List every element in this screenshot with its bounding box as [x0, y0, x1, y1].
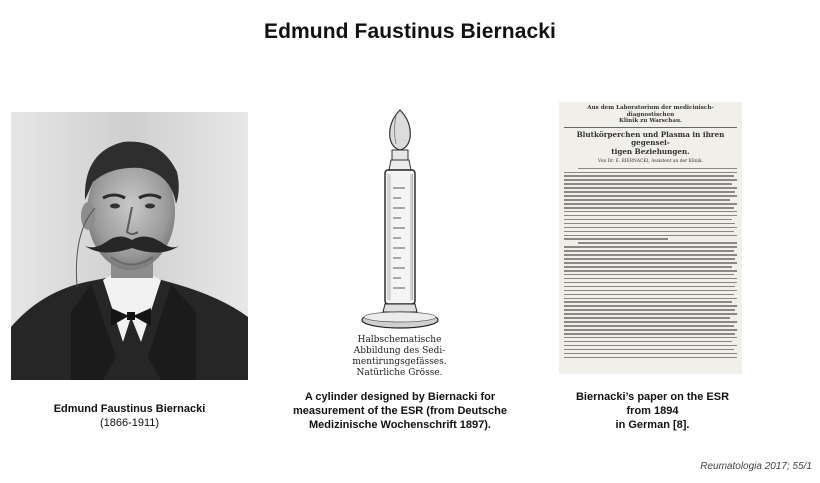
paper-title-line: tigen Beziehungen. [611, 146, 690, 156]
paper-text-line [564, 258, 735, 260]
paper-title [564, 131, 737, 157]
paper-text-line [564, 254, 737, 256]
paper-text-line [564, 309, 735, 311]
source-citation: Reumatologia 2017; 55/1 [700, 461, 812, 472]
paper-text-line [564, 231, 734, 233]
paper-text-line [564, 313, 737, 315]
portrait-caption [11, 402, 248, 430]
cylinder-image-caption-line: Abbildung des Sedi- [353, 346, 446, 356]
paper-text-line [564, 246, 737, 248]
page-title: Edmund Faustinus Biernacki [264, 20, 556, 43]
paper-text-line [564, 266, 732, 268]
paper-text-line [564, 329, 737, 331]
paper-text-line [564, 262, 737, 264]
paper-text-line [564, 203, 737, 205]
paper-title-line: Blutkörperchen und Plasma in ihren gegensei- [576, 129, 725, 148]
cylinder-illustration [355, 108, 445, 334]
paper-text-line [564, 353, 737, 355]
portrait-name: Edmund Faustinus Biernacki [53, 403, 206, 415]
paper-text-line [564, 179, 737, 181]
cylinder-image-caption-line: Natürliche Grösse. [356, 368, 443, 378]
paper-text-line [564, 235, 737, 237]
paper-text-line [564, 270, 737, 272]
paper-text-line [564, 286, 735, 288]
paper-text-line [564, 223, 735, 225]
paper-text-line [564, 305, 737, 307]
paper-text-line [564, 349, 734, 351]
paper-text-line [564, 274, 734, 276]
paper-header [564, 105, 737, 125]
paper-scan [559, 102, 742, 374]
paper-caption-line: in German [8]. [615, 419, 690, 431]
paper-text-line [564, 357, 737, 359]
paper-author: Von Dr. E. BIERNACKI, Assistent an der Klinik. [597, 158, 703, 164]
paper-caption-line: Biernacki’s paper on the ESR [575, 391, 730, 403]
paper-text-line [564, 325, 734, 327]
paper-text-line [564, 282, 737, 284]
paper-text-line [564, 294, 734, 296]
paper-text-line [564, 341, 732, 343]
cylinder-caption-line: measurement of the ESR (from Deutsche [293, 405, 507, 417]
paper-text-line [564, 250, 734, 252]
paper-text-line [564, 175, 734, 177]
cylinder-image-caption-line: mentirungsgefässes. [352, 357, 447, 367]
paper-text-line [564, 172, 737, 174]
paper-text-line [564, 183, 732, 185]
paper-body-text [564, 168, 737, 359]
cylinder-image-caption [327, 335, 472, 379]
paper-text-line [564, 219, 732, 221]
paper-caption [560, 390, 745, 432]
paper-text-line [564, 211, 737, 213]
paper-text-line [564, 301, 732, 303]
paper-text-line [564, 195, 737, 197]
paper-divider [564, 127, 737, 128]
paper-text-line [564, 337, 737, 339]
paper-text-line [578, 168, 737, 170]
paper-text-line [564, 317, 730, 319]
paper-text-line [564, 227, 737, 229]
paper-text-line [564, 191, 735, 193]
paper-text-line [564, 345, 737, 347]
paper-text-line [564, 207, 734, 209]
cylinder-caption-line: A cylinder designed by Biernacki for [304, 391, 496, 403]
paper-text-line [564, 238, 668, 240]
paper-text-line [564, 290, 737, 292]
paper-text-line [564, 321, 737, 323]
paper-text-line [564, 215, 737, 217]
paper-caption-line: from 1894 [626, 405, 679, 417]
portrait-years: (1866-1911) [99, 417, 160, 429]
paper-text-line [564, 333, 735, 335]
paper-header-line: Klinik zu Warschau. [619, 118, 682, 125]
paper-text-line [564, 199, 730, 201]
paper-header-line: Aus dem Laboratorium der medicinisch-diagnostischen [587, 105, 714, 118]
paper-text-line [578, 242, 737, 244]
cylinder-caption [275, 390, 525, 432]
paper-text-line [564, 298, 737, 300]
paper-text-line [564, 187, 737, 189]
cylinder-image-caption-line: Halbschematische [357, 335, 442, 345]
cylinder-caption-line: Medizinische Wochenschrift 1897). [309, 419, 491, 431]
portrait-photo [11, 112, 248, 380]
paper-text-line [564, 278, 737, 280]
